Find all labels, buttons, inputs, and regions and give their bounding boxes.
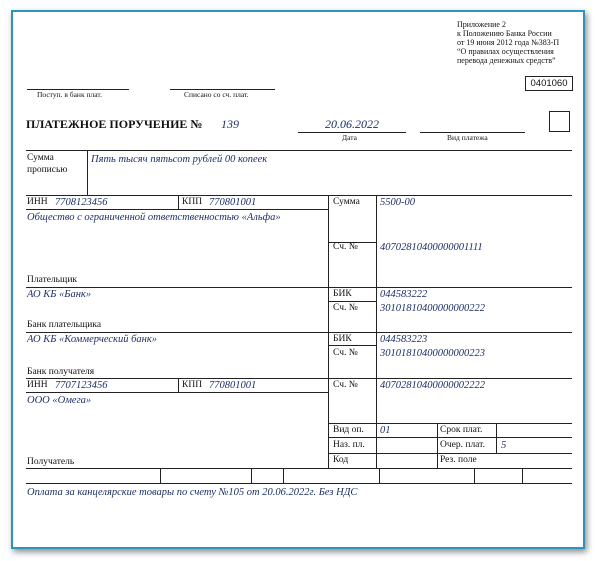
grid-line-payee bbox=[26, 468, 572, 469]
grid-line-optype-mid bbox=[328, 437, 572, 438]
payer-account-value: 40702810400000001111 bbox=[380, 242, 483, 253]
amount-words-label-2: прописью bbox=[27, 165, 68, 175]
code-label: Код bbox=[333, 455, 349, 465]
payee-bank-label: Банк получателя bbox=[27, 367, 95, 377]
grid-line-optype-low bbox=[328, 453, 572, 454]
payer-kpp-value: 770801001 bbox=[209, 197, 257, 208]
vline-code-2 bbox=[251, 468, 252, 483]
op-type-label: Вид оп. bbox=[333, 425, 364, 435]
payee-name-value: ООО «Омега» bbox=[27, 395, 92, 406]
vline-term-val bbox=[496, 423, 497, 453]
payer-kpp-label: КПП bbox=[182, 197, 203, 207]
priority-label: Очер. плат. bbox=[440, 440, 485, 450]
payee-bank-name: АО КБ «Коммерческий банк» bbox=[27, 334, 157, 345]
grid-line-1 bbox=[26, 195, 572, 196]
payer-account-label: Сч. № bbox=[333, 242, 358, 252]
payment-purpose: Оплата за канцелярские товары по счету №105 от 20.06.2022г. Без НДС bbox=[27, 487, 358, 498]
amount-words-top-line bbox=[26, 150, 572, 151]
amount-words-label-1: Сумма bbox=[27, 153, 54, 163]
grid-line-bik2 bbox=[328, 345, 376, 346]
vline-code-4 bbox=[379, 468, 380, 483]
payee-corr-value: 30101810400000000223 bbox=[380, 348, 485, 359]
vline-main bbox=[328, 195, 329, 468]
grid-line-payer-bank bbox=[26, 332, 572, 333]
grid-line-2 bbox=[26, 209, 328, 210]
grid-line-payer bbox=[26, 287, 572, 288]
vline-inn-kpp-2 bbox=[178, 378, 179, 392]
form-code-box: 0401060 bbox=[525, 76, 573, 91]
payee-account-label: Сч. № bbox=[333, 380, 358, 390]
priority-value: 5 bbox=[501, 440, 507, 451]
payer-bik-value: 044583222 bbox=[380, 289, 428, 300]
payee-bik-label: БИК bbox=[333, 334, 352, 344]
payment-order-form bbox=[11, 10, 585, 549]
grid-line-payee-bank bbox=[26, 378, 572, 379]
received-label: Поступ. в банк плат. bbox=[37, 90, 102, 99]
order-number: 139 bbox=[221, 117, 239, 131]
sum-value: 5500-00 bbox=[380, 197, 415, 208]
vline-code-5 bbox=[474, 468, 475, 483]
payer-inn-value: 7708123456 bbox=[55, 197, 108, 208]
payee-label: Получатель bbox=[27, 457, 75, 467]
payer-corr-value: 30101810400000000222 bbox=[380, 303, 485, 314]
vline-term bbox=[437, 423, 438, 468]
grid-line-optype-top bbox=[328, 423, 572, 424]
appendix-line-3: от 19 июня 2012 года №383-П bbox=[457, 38, 560, 47]
reserve-label: Рез. поле bbox=[440, 455, 477, 465]
vline-inn-kpp-1 bbox=[178, 195, 179, 209]
vline-code-1 bbox=[160, 468, 161, 483]
payment-type-box[interactable] bbox=[549, 111, 570, 132]
amount-words-value: Пять тысяч пятьсот рублей 00 копеек bbox=[91, 154, 268, 165]
grid-line-bik1 bbox=[328, 301, 376, 302]
vline-code-6 bbox=[522, 468, 523, 483]
grid-line-codes bbox=[26, 483, 572, 484]
date-label: Дата bbox=[342, 133, 357, 142]
payee-corr-label: Сч. № bbox=[333, 348, 358, 358]
page-title: ПЛАТЕЖНОЕ ПОРУЧЕНИЕ № bbox=[26, 117, 203, 131]
payee-inn-label: ИНН bbox=[27, 380, 48, 390]
payer-label: Плательщик bbox=[27, 275, 78, 285]
grid-line-payee-inn bbox=[26, 392, 328, 393]
payee-bik-value: 044583223 bbox=[380, 334, 428, 345]
payment-type-label: Вид платежа bbox=[447, 133, 488, 142]
payer-bank-label: Банк плательщика bbox=[27, 320, 102, 330]
payee-kpp-value: 770801001 bbox=[209, 380, 257, 391]
sum-label: Сумма bbox=[333, 197, 360, 207]
amount-words-divider bbox=[87, 150, 88, 195]
payer-bank-name: АО КБ «Банк» bbox=[27, 289, 92, 300]
purpose-code-label: Наз. пл. bbox=[333, 440, 365, 450]
op-type-value: 01 bbox=[380, 425, 391, 436]
payer-bik-label: БИК bbox=[333, 289, 352, 299]
payee-account-value: 40702810400000002222 bbox=[380, 380, 485, 391]
payee-kpp-label: КПП bbox=[182, 380, 203, 390]
payer-name-value: Общество с ограниченной ответственностью «Альфа» bbox=[27, 212, 281, 223]
appendix-line-5: перевода денежных средств” bbox=[457, 56, 556, 65]
vline-labels bbox=[376, 195, 377, 468]
debited-label: Списано со сч. плат. bbox=[184, 90, 249, 99]
order-date: 20.06.2022 bbox=[325, 117, 379, 131]
term-label: Срок плат. bbox=[440, 425, 483, 435]
vline-code-3 bbox=[283, 468, 284, 483]
payer-corr-label: Сч. № bbox=[333, 303, 358, 313]
payee-inn-value: 7707123456 bbox=[55, 380, 108, 391]
appendix-line-4: “О правилах осуществления bbox=[457, 47, 554, 56]
appendix-line-1: Приложение 2 bbox=[457, 20, 506, 29]
appendix-line-2: к Положению Банка России bbox=[457, 29, 552, 38]
payer-inn-label: ИНН bbox=[27, 197, 48, 207]
